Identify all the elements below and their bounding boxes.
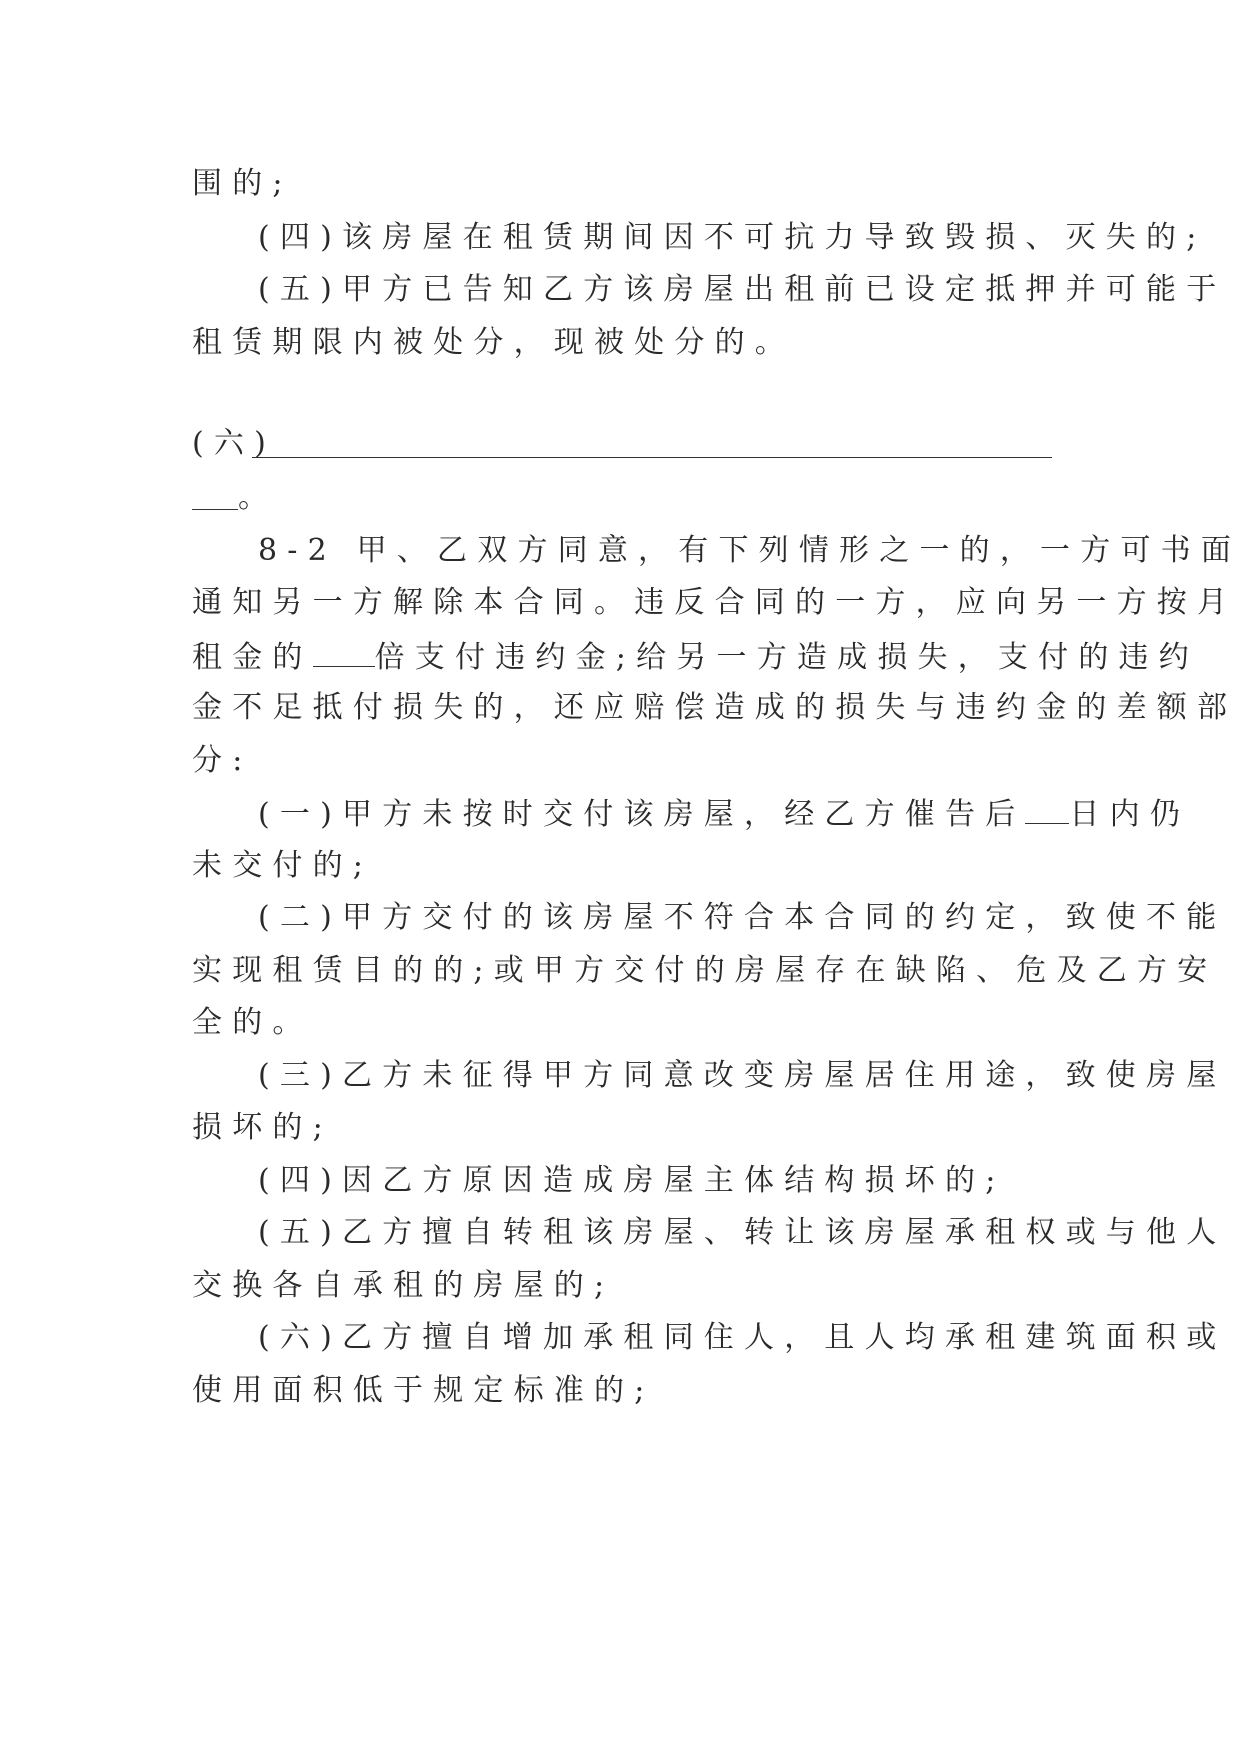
text-line: 围的;	[192, 166, 293, 201]
text-line: 损坏的;	[192, 1110, 333, 1145]
termination-item-3: (三)乙方未征得甲方同意改变房屋居住用途，致使房屋	[258, 1058, 1227, 1093]
fill-in-blank[interactable]	[192, 509, 238, 510]
text-segment: (一)甲方未按时交付该房屋，经乙方催告后	[258, 797, 1026, 832]
text-line: 交换各自承租的房屋的;	[192, 1268, 615, 1303]
clause-8-2: 8-2 甲、乙双方同意，有下列情形之一的，一方可书面	[258, 533, 1241, 568]
clause-item-5: (五)甲方已告知乙方该房屋出租前已设定抵押并可能于	[258, 272, 1227, 307]
termination-item-1	[258, 793, 1191, 835]
text-line: 通知另一方解除本合同。违反合同的一方，应向另一方按月	[192, 585, 1238, 620]
text-line: 金不足抵付损失的，还应赔偿造成的损失与违约金的差额部	[192, 690, 1238, 725]
termination-item-5: (五)乙方擅自转租该房屋、转让该房屋承租权或与他人	[258, 1215, 1227, 1250]
text-segment: 倍支付违约金;给另一方造成损失，支付的违约	[374, 640, 1199, 675]
text-line	[192, 636, 1199, 678]
text-line: 租赁期限内被处分，现被处分的。	[192, 325, 795, 360]
termination-item-6: (六)乙方擅自增加承租同住人，且人均承租建筑面积或	[258, 1320, 1227, 1355]
text-line: 。	[238, 480, 279, 515]
text-line: 未交付的;	[192, 848, 374, 883]
termination-item-2: (二)甲方交付的该房屋不符合本合同的约定，致使不能	[258, 900, 1227, 935]
text-line: 全的。	[192, 1005, 313, 1040]
text-segment: 日内仍	[1069, 797, 1191, 832]
clause-item-6-label: (六)	[192, 426, 277, 461]
text-line: 分:	[192, 743, 253, 778]
fill-in-blank[interactable]	[252, 457, 1052, 458]
text-line: 实现租赁目的的;或甲方交付的房屋存在缺陷、危及乙方安	[192, 953, 1218, 988]
fill-in-blank[interactable]	[313, 636, 375, 667]
text-segment: 租金的	[192, 640, 313, 675]
text-line: 使用面积低于规定标准的;	[192, 1373, 655, 1408]
termination-item-4: (四)因乙方原因造成房屋主体结构损坏的;	[258, 1163, 1006, 1198]
fill-in-blank[interactable]	[1025, 793, 1069, 824]
clause-item-4: (四)该房屋在租赁期间因不可抗力导致毁损、灭失的;	[258, 220, 1207, 255]
